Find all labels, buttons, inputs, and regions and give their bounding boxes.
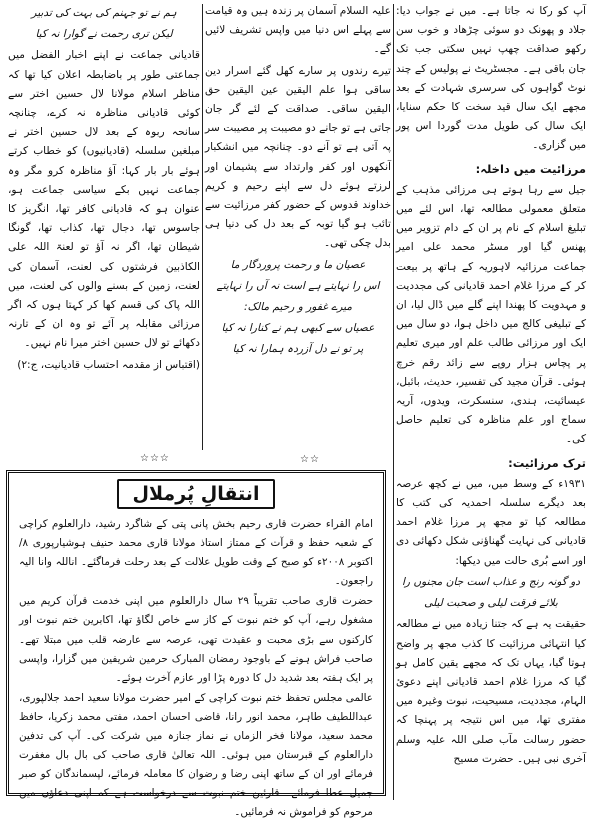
left-verse-1: ہم نے تو جہنم کی بہت کی تدبیر [31,7,177,19]
left-paragraph-1: قادیانی جماعت نے اپنے اخبار الفضل میں جماعتی طور پر باضابطہ اعلان کیا تھا کہ مناظر اسلام مولانا لال حسین اختر سے کوئی قادیانی مناظرہ نہ کرے، چنانچہ سانحہ ربوہ کے بعد لال حسین اختر نے مبلغین سلسلہ (قادیانیوں) کو خطاب کرتے ہوئے بار بار کہا: آؤ مناظرہ کرو مگر وہ جماعت نہیں بکے سیاسی جماعت ہو، عنوان ہو کہ قادیانی کافر تھا، انگریز کا جاسوس تھا، دجال تھا، کذاب تھا، گونگا شیطان تھا، اگر نہ آؤ تو لعنۃ اللہ علی الکاذبین فرشتوں کی لعنت، آسمان کی لعنت، زمین کے بسنے والوں کی لعنت، میں اللہ پاک کی قسم کھا کر کہتا ہوں کہ اگر مرزائی مقابلہ پر آئے تو وہ ان کے تارنہ دکھائے تو لال حسین اختر میرا نام نہیں۔ [8,49,200,350]
middle-verse-4: عصیاں سے کبھی ہم نے کنارا نہ کیا [221,322,375,335]
left-column [8,2,200,452]
obituary-paragraph-3: عالمی مجلس تحفظ ختم نبوت کراچی کے امیر حضرت مولانا سعید احمد جلالپوری، عبداللطیف طاہر، محمد انور رانا، قاضی احسان احمد، مفتی محمد زکریا، حافظ محمد سعید، مولانا فخر الزماں نے نماز جنازہ میں شرکت کی۔ آپ کی تدفین دارالعلوم کے قبرستان میں ہوئی۔ اللہ تعالیٰ قاری صاحب کی بال بال مغفرت فرمائے اور ان کے ساتھ اپنی رضا و رضوان کا معاملہ فرمائے، لپسماندگان کو صبر جمیل عطا فرمائے۔ قارئین ختم نبوت سے درخواست ہے کہ اپنی دعاؤں میں مرحوم کو فراموش نہ فرمائیں۔ [19,691,373,819]
column-divider-right [393,4,394,800]
right-verse-1: دو گونہ رنج و عذاب است جان مجنوں را [401,575,581,588]
middle-paragraph-2: تیرے رندوں پر سارے کھل گئے اسرار دین ساقی ہوا علم الیقین عین الیقین حق الیقین ساقی۔ صداقت کے لئے گر جان جاتی ہے تو جانے دو مصیبت پر مصیبت سر پہ آتی ہے تو آنے دو۔ چنانچہ میں انشکبار آنکھوں اور کفر وارتداد سے پشیمان اور لرزتے ہوئے دل سے اپنے رحیم و کریم خداوند قدوس کے حضور کفر مرزائیت سے تائب ہو گیا توبہ کے بعد دل کی دنیا ہی بدل چکی تھی۔ [205,64,391,250]
left-stars-ornament: ☆☆☆ [140,453,170,464]
right-intro-paragraph: آپ کو رکا نہ جاتا ہے۔ میں نے جواب دیا: جلاد و پھونک دو سوئی چڑھاد و خوب سن رکھو صداقت چھپ نہیں سکتی جب تک جان باقی ہے۔ مجسٹریٹ نے پولیس کے چند نوٹ گواہوں کی سرسری شہادت کے بعد مجھے ایک سال قید سخت کا حکم سنایا، ایک سال کی طویل مدت گوردا اس پور میں گزاری۔ [396,5,586,152]
left-citation: (اقتباس از مقدمہ احتساب قادیانیت، ج:۲) [17,358,200,371]
middle-verse-2: اس را نہایتے ہے است نہ آں را نہایتے [216,279,380,292]
right-paragraph-1: جیل سے رہا ہوتے ہی مرزائی مذہب کے متعلق معمولی مطالعہ تھا، اس لئے میں تبلیغ اسلام کے نام پر ان کے دام تزویر میں پھنس گیا اور مسٹر محمد علی امیر جماعت مرزائیہ لاہوریہ کے ہاتھ پر بیعت کر کے مرزا غلام احمد قادیانی کی مجددیت و مہدویت کا پھندا اپنے گلے میں ڈال لیا، ان کے تبلیغی کالج میں داخل ہوا، دو سال میں ایک اور مرزائی طالب علم اور میری تعلیم پر پچاس ہزار روپے سے زائد رقم خرچ ہوئی۔ قرآن مجید کی تفسیر، حدیث، بائبل، عیسائیت، ہندی، سنسکرت، ویدوں، آریہ سماج اور علم مناظرہ کی تعلیم حاصل کی۔ [396,183,586,446]
right-column [396,2,586,802]
right-verse-2: بلائے فرقت لیلی و صحبت لیلی [424,597,558,610]
middle-verse-5: پر تو نے دل آزردہ ہمارا نہ کیا [232,343,364,356]
obituary-title: انتقالِ پُرملال [117,479,276,509]
middle-column [205,2,391,452]
obituary-paragraph-2: حضرت قاری صاحب تقریباً ۲۹ سال دارالعلوم میں اپنی خدمت قرآن کریم میں مشغول رہے، آپ کو ختم نبوت کے کاز سے خاص لگاؤ تھا، اکابرین ختم نبوت اور کارکنوں سے بڑی محبت و عقیدت تھی، عرصہ سے عارضہ قلب میں مبتلا تھے۔ صاحب فراش ہونے کے باوجود رمضان المبارک حرمین شریفین میں گزارا، واپسی پر ایک ہفتہ بعد شدید دل کا دورہ پڑا اور عازم آخرت ہوئے۔ [19,595,373,684]
column-divider-left [202,4,203,450]
right-paragraph-2: ۱۹۳۱ء کے وسط میں، میں نے کچھ عرصہ بعد دیگرے سلسلہ احمدیہ کی کتب کا مطالعہ کیا تو مجھ پر مرزا غلام احمد قادیانی کی نہایت گھناؤنی شکل دکھائی دی اور اسے بُری حالت میں دیکھا: [396,477,586,567]
left-verse-2: لیکن تری رحمت نے گوارا نہ کیا [35,28,173,41]
obituary-paragraph-1: امام القراء حضرت قاری رحیم بخش پانی پتی کے شاگرد رشید، دارالعلوم کراچی کے شعبہ حفظ و قرآت کے ممتاز استاذ مولانا قاری محمد حنیف ہوشیارپوری ۸/ اکتوبر ۲۰۰۸ء کو صبح کے وقت طویل علالت کے بعد رحلت فرماگئے۔ اناللہ وانا الیہ راجعون۔ [19,518,373,588]
right-paragraph-3: حقیقت یہ ہے کہ جتنا زیادہ میں نے مطالعہ کیا انتہائی مرزائیت کا کذب مجھ پر واضح ہوتا گیا، یہاں تک کہ مجھے یقین کامل ہو گیا کہ مرزا غلام احمد قادیانی اپنے دعوئ الہام، مجددیت، مسیحیت، نبوت وغیرہ میں مفتری تھا، میں اس نتیجہ پر پہنچا کہ حضور رسالت مآب صلی اللہ علیہ وسلم آخری نبی ہیں۔ حضرت مسیح [396,618,586,765]
middle-paragraph-1: علیہ السلام آسمان پر زندہ ہیں وہ قیامت سے پہلے اس دنیا میں واپس تشریف لائیں گے۔ [205,5,391,56]
middle-verse-1: عصیان ما و رحمت پروردگار ما [230,258,366,271]
middle-verse-3: میرے غفور و رحیم مالک: [243,301,353,314]
obituary-title-wrap [9,479,383,509]
obituary-box [6,470,386,819]
section-heading-entry: مرزائیت میں داخلہ: [475,161,586,176]
middle-stars-ornament: ☆☆ [300,454,320,465]
section-heading-renunciation: ترک مرزائیت: [508,455,586,470]
obituary-body [9,509,383,819]
